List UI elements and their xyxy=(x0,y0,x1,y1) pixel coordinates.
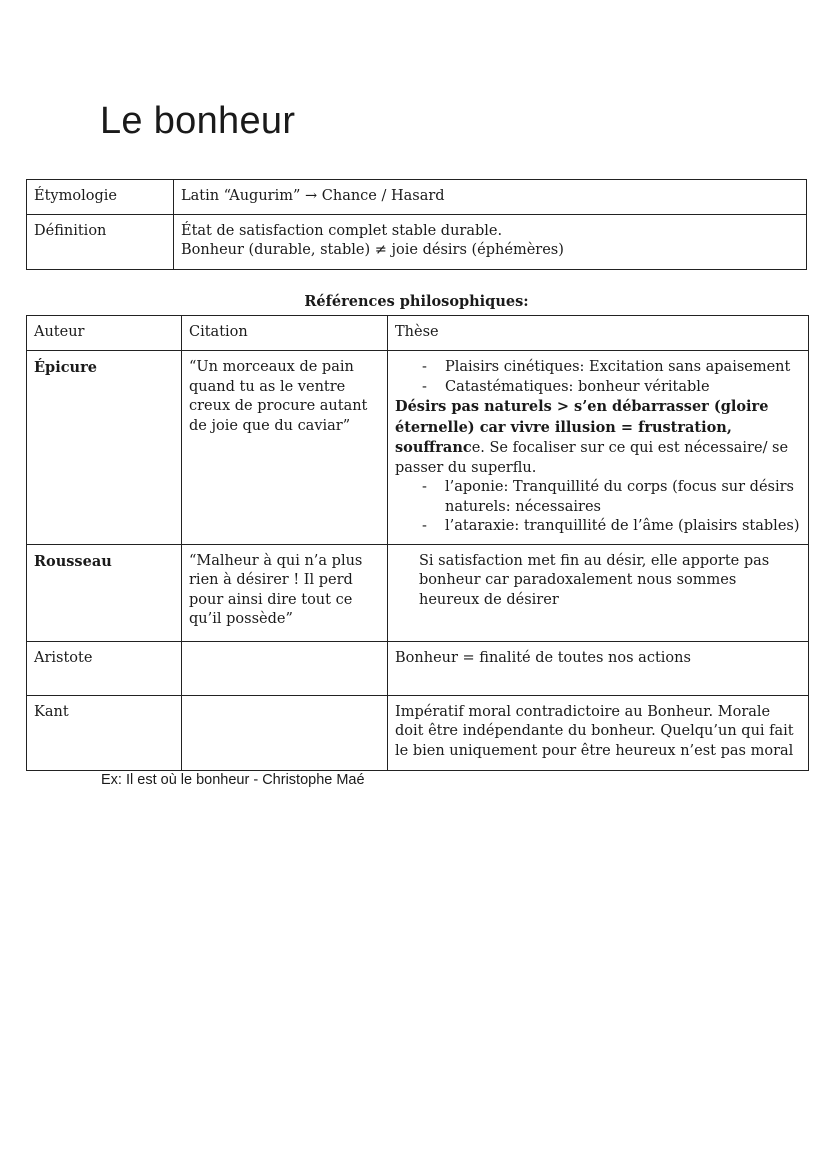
definition-line: État de satisfaction complet stable durable. xyxy=(181,222,503,239)
etymology-label: Étymologie xyxy=(27,180,174,215)
author-kant: Kant xyxy=(27,695,182,770)
etymology-value: Latin “Augurim” → Chance / Hasard xyxy=(174,180,807,215)
definitions-table xyxy=(26,179,807,270)
definition-value xyxy=(174,214,807,269)
table-row-aristote xyxy=(27,641,809,695)
table-row-rousseau xyxy=(27,544,809,641)
references-table xyxy=(26,315,809,771)
thesis-kant: Impératif moral contradictoire au Bonheur. Morale doit être indépendante du bonheur. Quelqu’un qui fait le bien uniquement pour être heureux n’est pas moral xyxy=(388,695,809,770)
author-rousseau: Rousseau xyxy=(27,544,182,641)
thesis-aristote: Bonheur = finalité de toutes nos actions xyxy=(388,641,809,695)
definition-label: Définition xyxy=(27,214,174,269)
header-citation: Citation xyxy=(182,316,388,351)
page-title: Le bonheur xyxy=(100,100,296,142)
author-epicure: Épicure xyxy=(27,351,182,545)
list-item: - l’aponie: Tranquillité du corps (focus sur désirs naturels: nécessaires xyxy=(395,478,801,517)
list-item: - Catastématiques: bonheur véritable xyxy=(395,378,801,398)
table-row-epicure xyxy=(27,351,809,545)
table-row xyxy=(27,180,807,215)
thesis-rousseau xyxy=(388,544,809,641)
author-aristote: Aristote xyxy=(27,641,182,695)
header-these: Thèse xyxy=(388,316,809,351)
definition-line: Bonheur (durable, stable) ≠ joie désirs (éphémères) xyxy=(181,242,564,258)
quote-kant xyxy=(182,695,388,770)
quote-rousseau: “Malheur à qui n’a plus rien à désirer ! Il perd pour ainsi dire tout ce qu’il possède” xyxy=(182,544,388,641)
thesis-text: Si satisfaction met fin au désir, elle apporte pas bonheur car paradoxalement nous sommes heureux de désirer xyxy=(419,552,770,608)
quote-epicure: “Un morceaux de pain quand tu as le ventre creux de procure autant de joie que du caviar” xyxy=(182,351,388,545)
quote-aristote xyxy=(182,641,388,695)
thesis-epicure xyxy=(388,351,809,545)
header-author: Auteur xyxy=(27,316,182,351)
thesis-bold-text: Désirs pas naturels > s’en débarrasser (gloire éternelle) car vivre illusion = frustration, souffranc xyxy=(395,398,769,456)
table-header-row xyxy=(27,316,809,351)
example-note: Ex: Il est où le bonheur - Christophe Maé xyxy=(101,772,365,788)
references-caption: Références philosophiques: xyxy=(304,293,529,310)
table-row-kant xyxy=(27,695,809,770)
table-row xyxy=(27,214,807,269)
list-item: - Plaisirs cinétiques: Excitation sans apaisement xyxy=(395,358,801,378)
list-item: - l’ataraxie: tranquillité de l’âme (plaisirs stables) xyxy=(395,517,801,537)
thesis-text: e. Se focaliser sur ce qui est nécessaire/ se passer du superflu. xyxy=(395,440,789,476)
